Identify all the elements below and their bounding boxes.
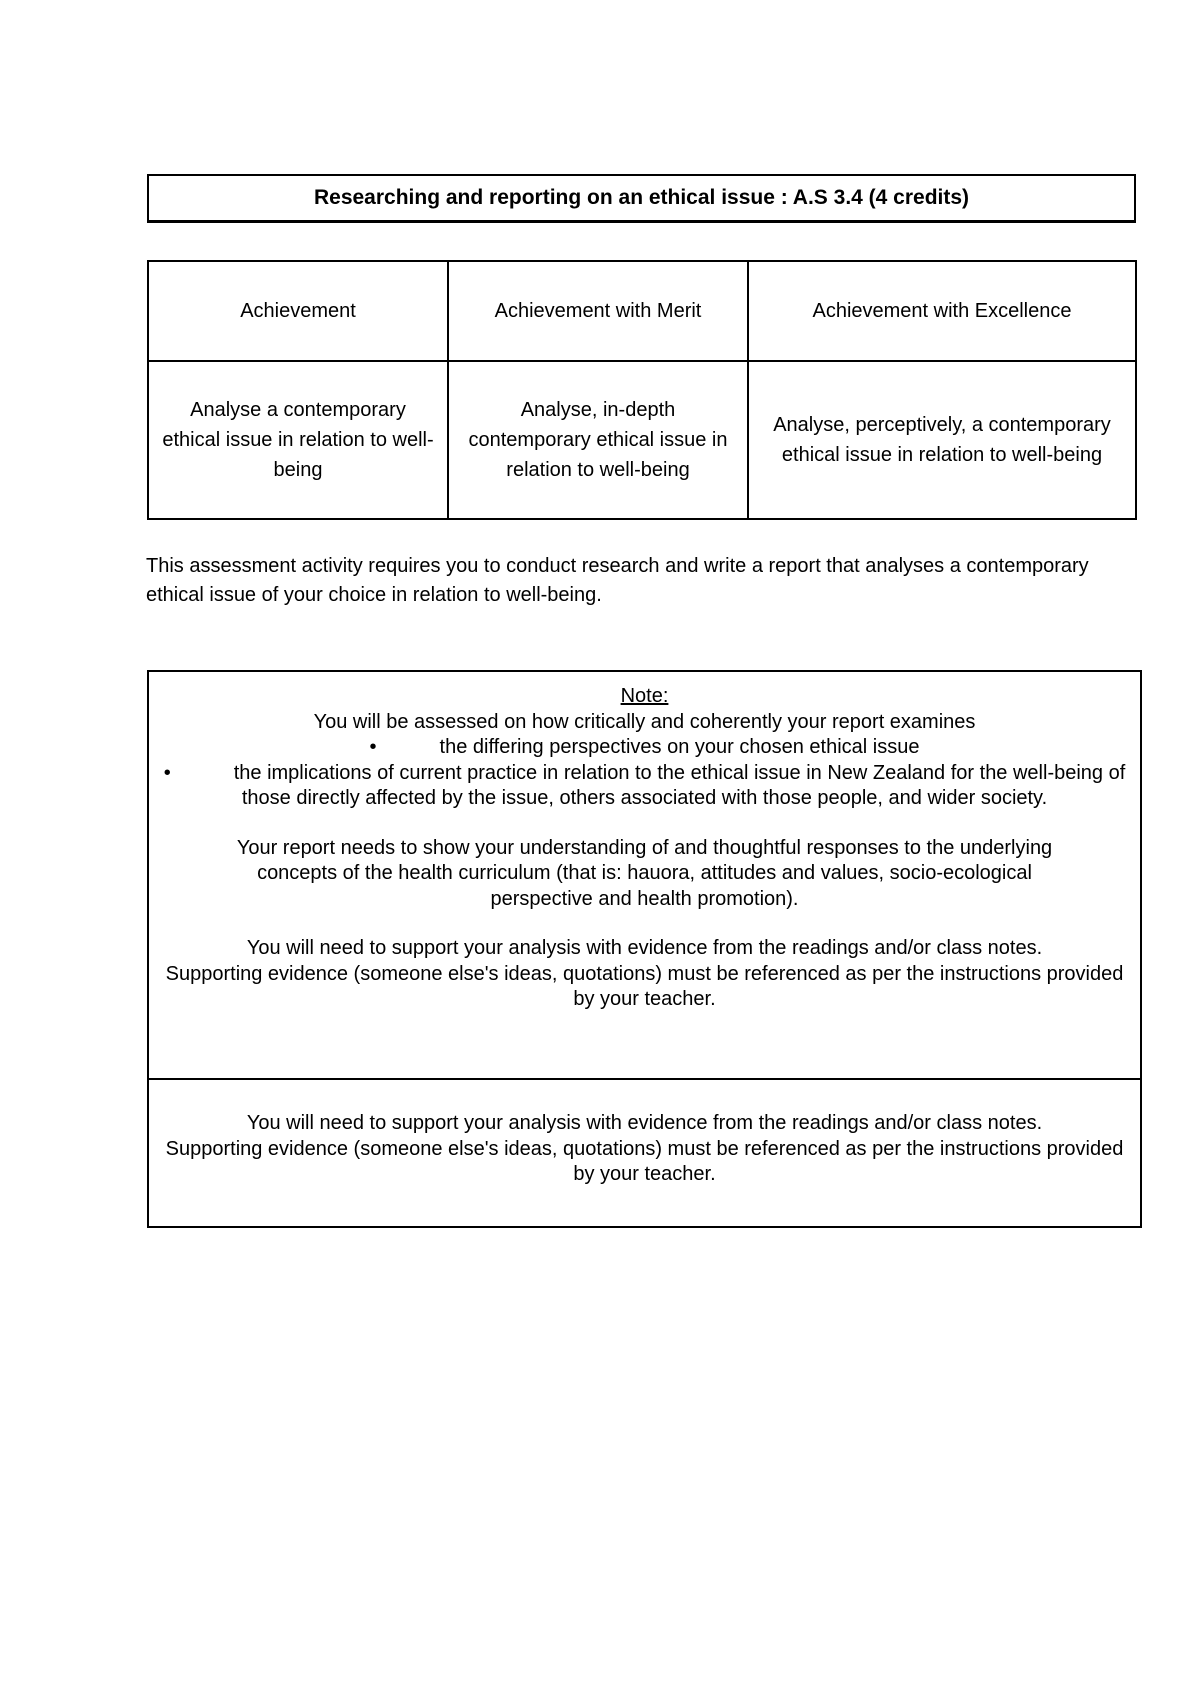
note-box <box>147 670 1142 1228</box>
note-bullet-1 <box>149 735 1140 761</box>
rubric-header-excellence: Achievement with Excellence <box>748 261 1136 361</box>
note-understanding-text: Your report needs to show your understanding of and thoughtful responses to the underlying concepts of the health curriculum (that is: hauora, attitudes and values, socio-ecological perspective and health promotion). <box>236 836 1053 910</box>
rubric-header-merit: Achievement with Merit <box>448 261 748 361</box>
evidence-section <box>149 1087 1140 1188</box>
achievement-rubric-table <box>147 260 1137 520</box>
evidence-line-1: You will need to support your analysis with evidence from the readings and/or class notes. <box>246 1112 1043 1134</box>
note-bullet-2 <box>149 761 1140 812</box>
note-evidence-line-2: Supporting evidence (someone else's ideas, quotations) must be referenced as per the instructions provided by your teacher. <box>165 962 1124 1010</box>
rubric-criterion-achievement: Analyse a contemporary ethical issue in relation to well-being <box>148 361 448 519</box>
rubric-criterion-merit: Analyse, in-depth contemporary ethical issue in relation to well-being <box>448 361 748 519</box>
rubric-criterion-excellence: Analyse, perceptively, a contemporary ethical issue in relation to well-being <box>748 361 1136 519</box>
note-divider <box>149 1078 1140 1080</box>
rubric-header-row <box>148 261 1136 361</box>
rubric-criteria-row <box>148 361 1136 519</box>
document-title-text: Researching and reporting on an ethical issue : A.S 3.4 (4 credits) <box>313 186 970 209</box>
note-section <box>149 684 1140 1013</box>
rubric-header-achievement: Achievement <box>148 261 448 361</box>
note-evidence-line-1: You will need to support your analysis with evidence from the readings and/or class notes. <box>246 937 1043 959</box>
document-title <box>147 174 1136 223</box>
intro-paragraph: This assessment activity requires you to conduct research and write a report that analyses a contemporary ethical issue of your choice in relation to well-being. <box>146 555 1089 606</box>
note-bullet-2-text: the implications of current practice in relation to the ethical issue in New Zealand for the well-being of those directly affected by the issue, others associated with those people, and wider society. <box>233 761 1126 809</box>
note-bullet-1-text: the differing perspectives on your chosen ethical issue <box>439 736 920 758</box>
evidence-line-2: Supporting evidence (someone else's ideas, quotations) must be referenced as per the instructions provided by your teacher. <box>165 1137 1124 1185</box>
bullet-icon: • <box>163 761 171 784</box>
bullet-icon: • <box>369 736 377 758</box>
note-assessed-text: You will be assessed on how critically and coherently your report examines <box>313 710 976 733</box>
note-label: Note: <box>620 685 669 707</box>
